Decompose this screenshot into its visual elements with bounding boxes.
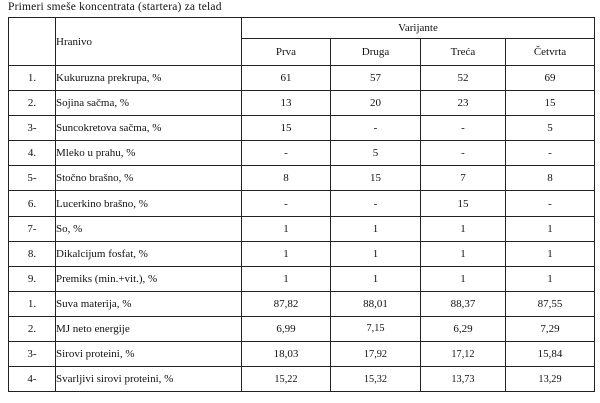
value-cell: 8 [242, 166, 331, 191]
row-number: 1. [9, 291, 56, 316]
table-row [9, 241, 595, 266]
value-cell: - [242, 141, 331, 166]
row-number: 2. [9, 316, 56, 341]
table-row [9, 66, 595, 91]
value-cell: 15 [242, 116, 331, 141]
value-cell: 15,22 [242, 367, 331, 392]
value-cell: 61 [242, 66, 331, 91]
value-cell: 1 [331, 216, 421, 241]
table-row [9, 191, 595, 216]
value-cell: 17,92 [331, 342, 421, 367]
table-row [9, 266, 595, 291]
ingredient-name: Stočno brašno, % [56, 166, 242, 191]
nutrient-name: Sirovi proteini, % [56, 342, 242, 367]
value-cell: - [421, 141, 506, 166]
value-cell: 1 [331, 266, 421, 291]
value-cell: - [421, 116, 506, 141]
value-cell: 15 [506, 91, 595, 116]
value-cell: 87,55 [506, 291, 595, 316]
value-cell: 15 [331, 166, 421, 191]
value-cell: 1 [506, 241, 595, 266]
ingredient-name: Sojina sačma, % [56, 91, 242, 116]
row-number: 7- [9, 216, 56, 241]
value-cell: 88,01 [331, 291, 421, 316]
value-cell: 1 [506, 216, 595, 241]
table-row [9, 116, 595, 141]
value-cell: 52 [421, 66, 506, 91]
feed-composition-table [8, 17, 595, 392]
value-cell: - [242, 191, 331, 216]
value-cell: 1 [421, 266, 506, 291]
row-number: 1. [9, 66, 56, 91]
table-row [9, 141, 595, 166]
value-cell: 13 [242, 91, 331, 116]
ingredient-name: So, % [56, 216, 242, 241]
value-cell: 1 [421, 241, 506, 266]
value-cell: 15,32 [331, 367, 421, 392]
table-row [9, 291, 595, 316]
value-cell: 1 [242, 216, 331, 241]
value-cell: 69 [506, 66, 595, 91]
row-number: 8. [9, 241, 56, 266]
header-variant-cetvrta: Četvrta [506, 39, 595, 66]
value-cell: 13,29 [506, 367, 595, 392]
table-row [9, 216, 595, 241]
value-cell: 7 [421, 166, 506, 191]
value-cell: 87,82 [242, 291, 331, 316]
header-variant-treca: Treća [421, 39, 506, 66]
header-blank-cell [9, 18, 56, 66]
header-varijante: Varijante [242, 18, 595, 39]
row-number: 5- [9, 166, 56, 191]
value-cell: 7,29 [506, 316, 595, 341]
value-cell: 1 [421, 216, 506, 241]
value-cell: 20 [331, 91, 421, 116]
value-cell: 13,73 [421, 367, 506, 392]
table-row [9, 316, 595, 341]
value-cell: 15,84 [506, 342, 595, 367]
value-cell: 5 [506, 116, 595, 141]
ingredient-name: Mleko u prahu, % [56, 141, 242, 166]
table-row [9, 91, 595, 116]
row-number: 2. [9, 91, 56, 116]
table-row [9, 342, 595, 367]
ingredient-name: Dikalcijum fosfat, % [56, 241, 242, 266]
nutrient-name: Svarljivi sirovi proteini, % [56, 367, 242, 392]
ingredient-name: Lucerkino brašno, % [56, 191, 242, 216]
ingredient-name: Kukuruzna prekrupa, % [56, 66, 242, 91]
row-number: 4- [9, 367, 56, 392]
value-cell: 6,99 [242, 316, 331, 341]
value-cell: 1 [506, 266, 595, 291]
value-cell: 7,15 [331, 316, 421, 341]
value-cell: 57 [331, 66, 421, 91]
table-caption: Primeri smeše koncentrata (startera) za telad [8, 1, 222, 13]
ingredient-name: Suncokretova sačma, % [56, 116, 242, 141]
value-cell: 1 [331, 241, 421, 266]
value-cell: 5 [331, 141, 421, 166]
value-cell: - [506, 191, 595, 216]
value-cell: - [331, 191, 421, 216]
header-hranivo: Hranivo [56, 18, 242, 66]
row-number: 4. [9, 141, 56, 166]
value-cell: 88,37 [421, 291, 506, 316]
nutrient-name: Suva materija, % [56, 291, 242, 316]
value-cell: 1 [242, 266, 331, 291]
header-variant-druga: Druga [331, 39, 421, 66]
nutrient-name: MJ neto energije [56, 316, 242, 341]
value-cell: - [331, 116, 421, 141]
value-cell: 6,29 [421, 316, 506, 341]
table-row [9, 367, 595, 392]
ingredient-name: Premiks (min.+vit.), % [56, 266, 242, 291]
value-cell: - [506, 141, 595, 166]
row-number: 3- [9, 116, 56, 141]
table-row [9, 166, 595, 191]
row-number: 3- [9, 342, 56, 367]
value-cell: 23 [421, 91, 506, 116]
value-cell: 15 [421, 191, 506, 216]
value-cell: 17,12 [421, 342, 506, 367]
value-cell: 1 [242, 241, 331, 266]
value-cell: 8 [506, 166, 595, 191]
value-cell: 18,03 [242, 342, 331, 367]
row-number: 6. [9, 191, 56, 216]
header-variant-prva: Prva [242, 39, 331, 66]
row-number: 9. [9, 266, 56, 291]
